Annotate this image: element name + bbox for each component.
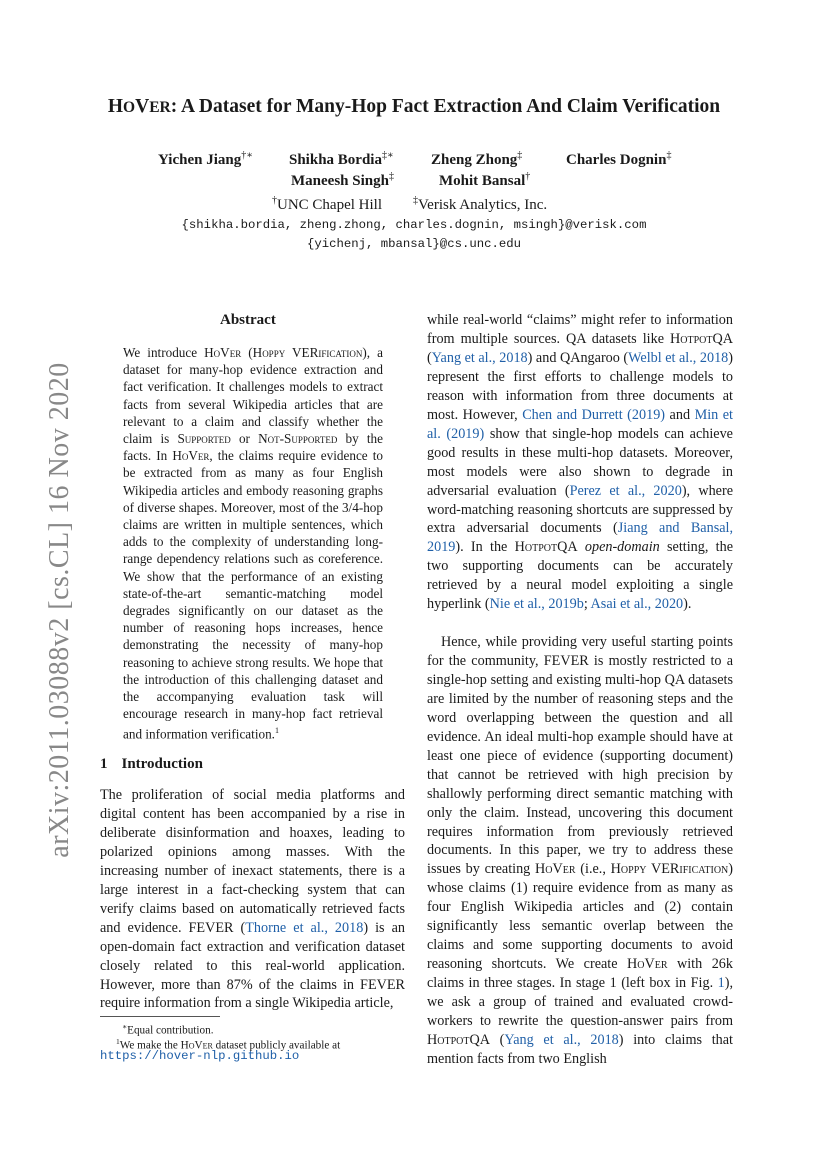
email-line: {yichenj, mbansal}@cs.unc.edu: [306, 237, 521, 251]
affiliation: †UNC Chapel Hill: [272, 195, 382, 213]
citation-link[interactable]: Jiang and Bansal, 2019: [427, 520, 734, 556]
citation-link[interactable]: Yang et al., 2018: [504, 1032, 619, 1049]
citation-link[interactable]: Welbl et al., 2018: [628, 349, 729, 366]
citation-link[interactable]: Perez et al., 2020: [569, 482, 682, 499]
affiliation: ‡Verisk Analytics, Inc.: [413, 195, 548, 213]
citation-link[interactable]: Asai et al., 2020: [590, 596, 684, 613]
author-name: Zheng Zhong‡: [431, 150, 523, 168]
project-url-link[interactable]: https://hover-nlp.github.io: [100, 1049, 300, 1063]
citation-link[interactable]: Thorne et al., 2018: [245, 919, 364, 936]
arxiv-stamp: arXiv:2011.03088v2 [cs.CL] 16 Nov 2020: [44, 362, 75, 858]
paper-title: HOVER: A Dataset for Many-Hop Fact Extraction And Claim Verification: [107, 96, 721, 117]
author-name: Mohit Bansal†: [439, 171, 531, 189]
author-name: Maneesh Singh‡: [291, 171, 394, 189]
abstract-text: We introduce HoVer (Hoppy VERification), a dataset for many-hop evidence extraction and fact verification. It challenges models to extract facts from several Wikipedia articles that are relevant to a claim and classify whether the claim is Supported or Not-Supported by the facts. In HoVer, the claims require evidence to be extracted from as many as four English Wikipedia articles and embody reasoning graphs of diverse shapes. Moreover, most of the 3/4-hop claims are written in multiple sentences, which adds to the complexity of understanding long-range dependency relations such as coreference. We show that the performance of an existing state-of-the-art semantic-matching model degrades significantly on our dataset as the number of reasoning hops increases, hence demonstrating the necessity of many-hop reasoning to achieve strong results. We hope that the introduction of this challenging dataset and the accompanying evaluation task will encourage research in many-hop fact retrieval and information verification.$^1$: [123, 345, 384, 742]
citation-link[interactable]: Min et al. (2019): [427, 406, 733, 442]
section-heading-introduction: 1 Introduction: [100, 756, 203, 772]
intro-paragraph: while real-world “claims” might refer to information from multiple sources. QA datasets like HotpotQA (Yang et al., 2018) and QAngaroo (Welbl et al., 2018) represent the first efforts to challenge models to reason with information from three documents at most. However, Chen and Durrett (2019) and Min et al. (2019) show that single-hop models can achieve good results in these multi-hop datasets. Moreover, most models were also shown to degrade in adversarial evaluation (Perez et al., 2020), where word-matching reasoning shortcuts are suppressed by extra adversarial documents (Jiang and Bansal, 2019). In the HotpotQA open-domain setting, the two supporting documents can be accurately retrieved by a neural model exploiting a single hyperlink (Nie et al., 2019b; Asai et al., 2020).: [427, 312, 734, 613]
figure-link[interactable]: 1: [717, 975, 725, 992]
citation-link[interactable]: Nie et al., 2019b: [489, 596, 584, 613]
author-name: Yichen Jiang†∗: [158, 150, 253, 168]
abstract-heading: Abstract: [220, 312, 276, 328]
author-name: Shikha Bordia‡∗: [289, 150, 394, 168]
email-line: {shikha.bordia, zheng.zhong, charles.dognin, msingh}@verisk.com: [181, 218, 647, 232]
intro-paragraph: The proliferation of social media platforms and digital content has been accompanied by a rise in deliberate disinformation and hoaxes, leading to polarized opinions among masses. With the increasing number of inexact statements, there is a large interest in a fact-checking system that can verify claims based on automatically retrieved facts and evidence. FEVER (Thorne et al., 2018) is an open-domain fact extraction and verification dataset closely related to this real-world application. However, more than 87% of the claims in FEVER require information from a single Wikipedia article,: [100, 787, 405, 1012]
footnote-rule: [100, 1016, 220, 1017]
footnote: $^1$We make the HoVer dataset publicly available at: [116, 1037, 341, 1052]
intro-paragraph: Hence, while providing very useful starting points for the community, FEVER is mostly restricted to a single-hop setting and existing multi-hop QA datasets are limited by the number of reasoning steps and the word overlapping between the question and all evidence. An ideal multi-hop example should have at least one piece of evidence (supporting document) that cannot be retrieved with high precision by shallowly performing direct semantic matching with only the claim. Instead, uncovering this document requires information from previously retrieved documents. In this paper, we try to address these issues by creating HoVer (i.e., Hoppy VERification) whose claims (1) require evidence from as many as four English Wikipedia articles and (2) contain significantly less semantic overlap between the claims and some supporting documents to avoid reasoning shortcuts. We create HoVer with 26k claims in three stages. In stage 1 (left box in Fig. 1), we ask a group of trained and evaluated crowd-workers to rewrite the question-answer pairs from HotpotQA (Yang et al., 2018) into claims that mention facts from two English: [427, 634, 733, 1067]
citation-link[interactable]: Yang et al., 2018: [431, 349, 528, 366]
footnote: ∗Equal contribution.: [122, 1022, 214, 1037]
citation-link[interactable]: Chen and Durrett (2019): [522, 406, 666, 423]
author-name: Charles Dognin‡: [566, 150, 672, 168]
